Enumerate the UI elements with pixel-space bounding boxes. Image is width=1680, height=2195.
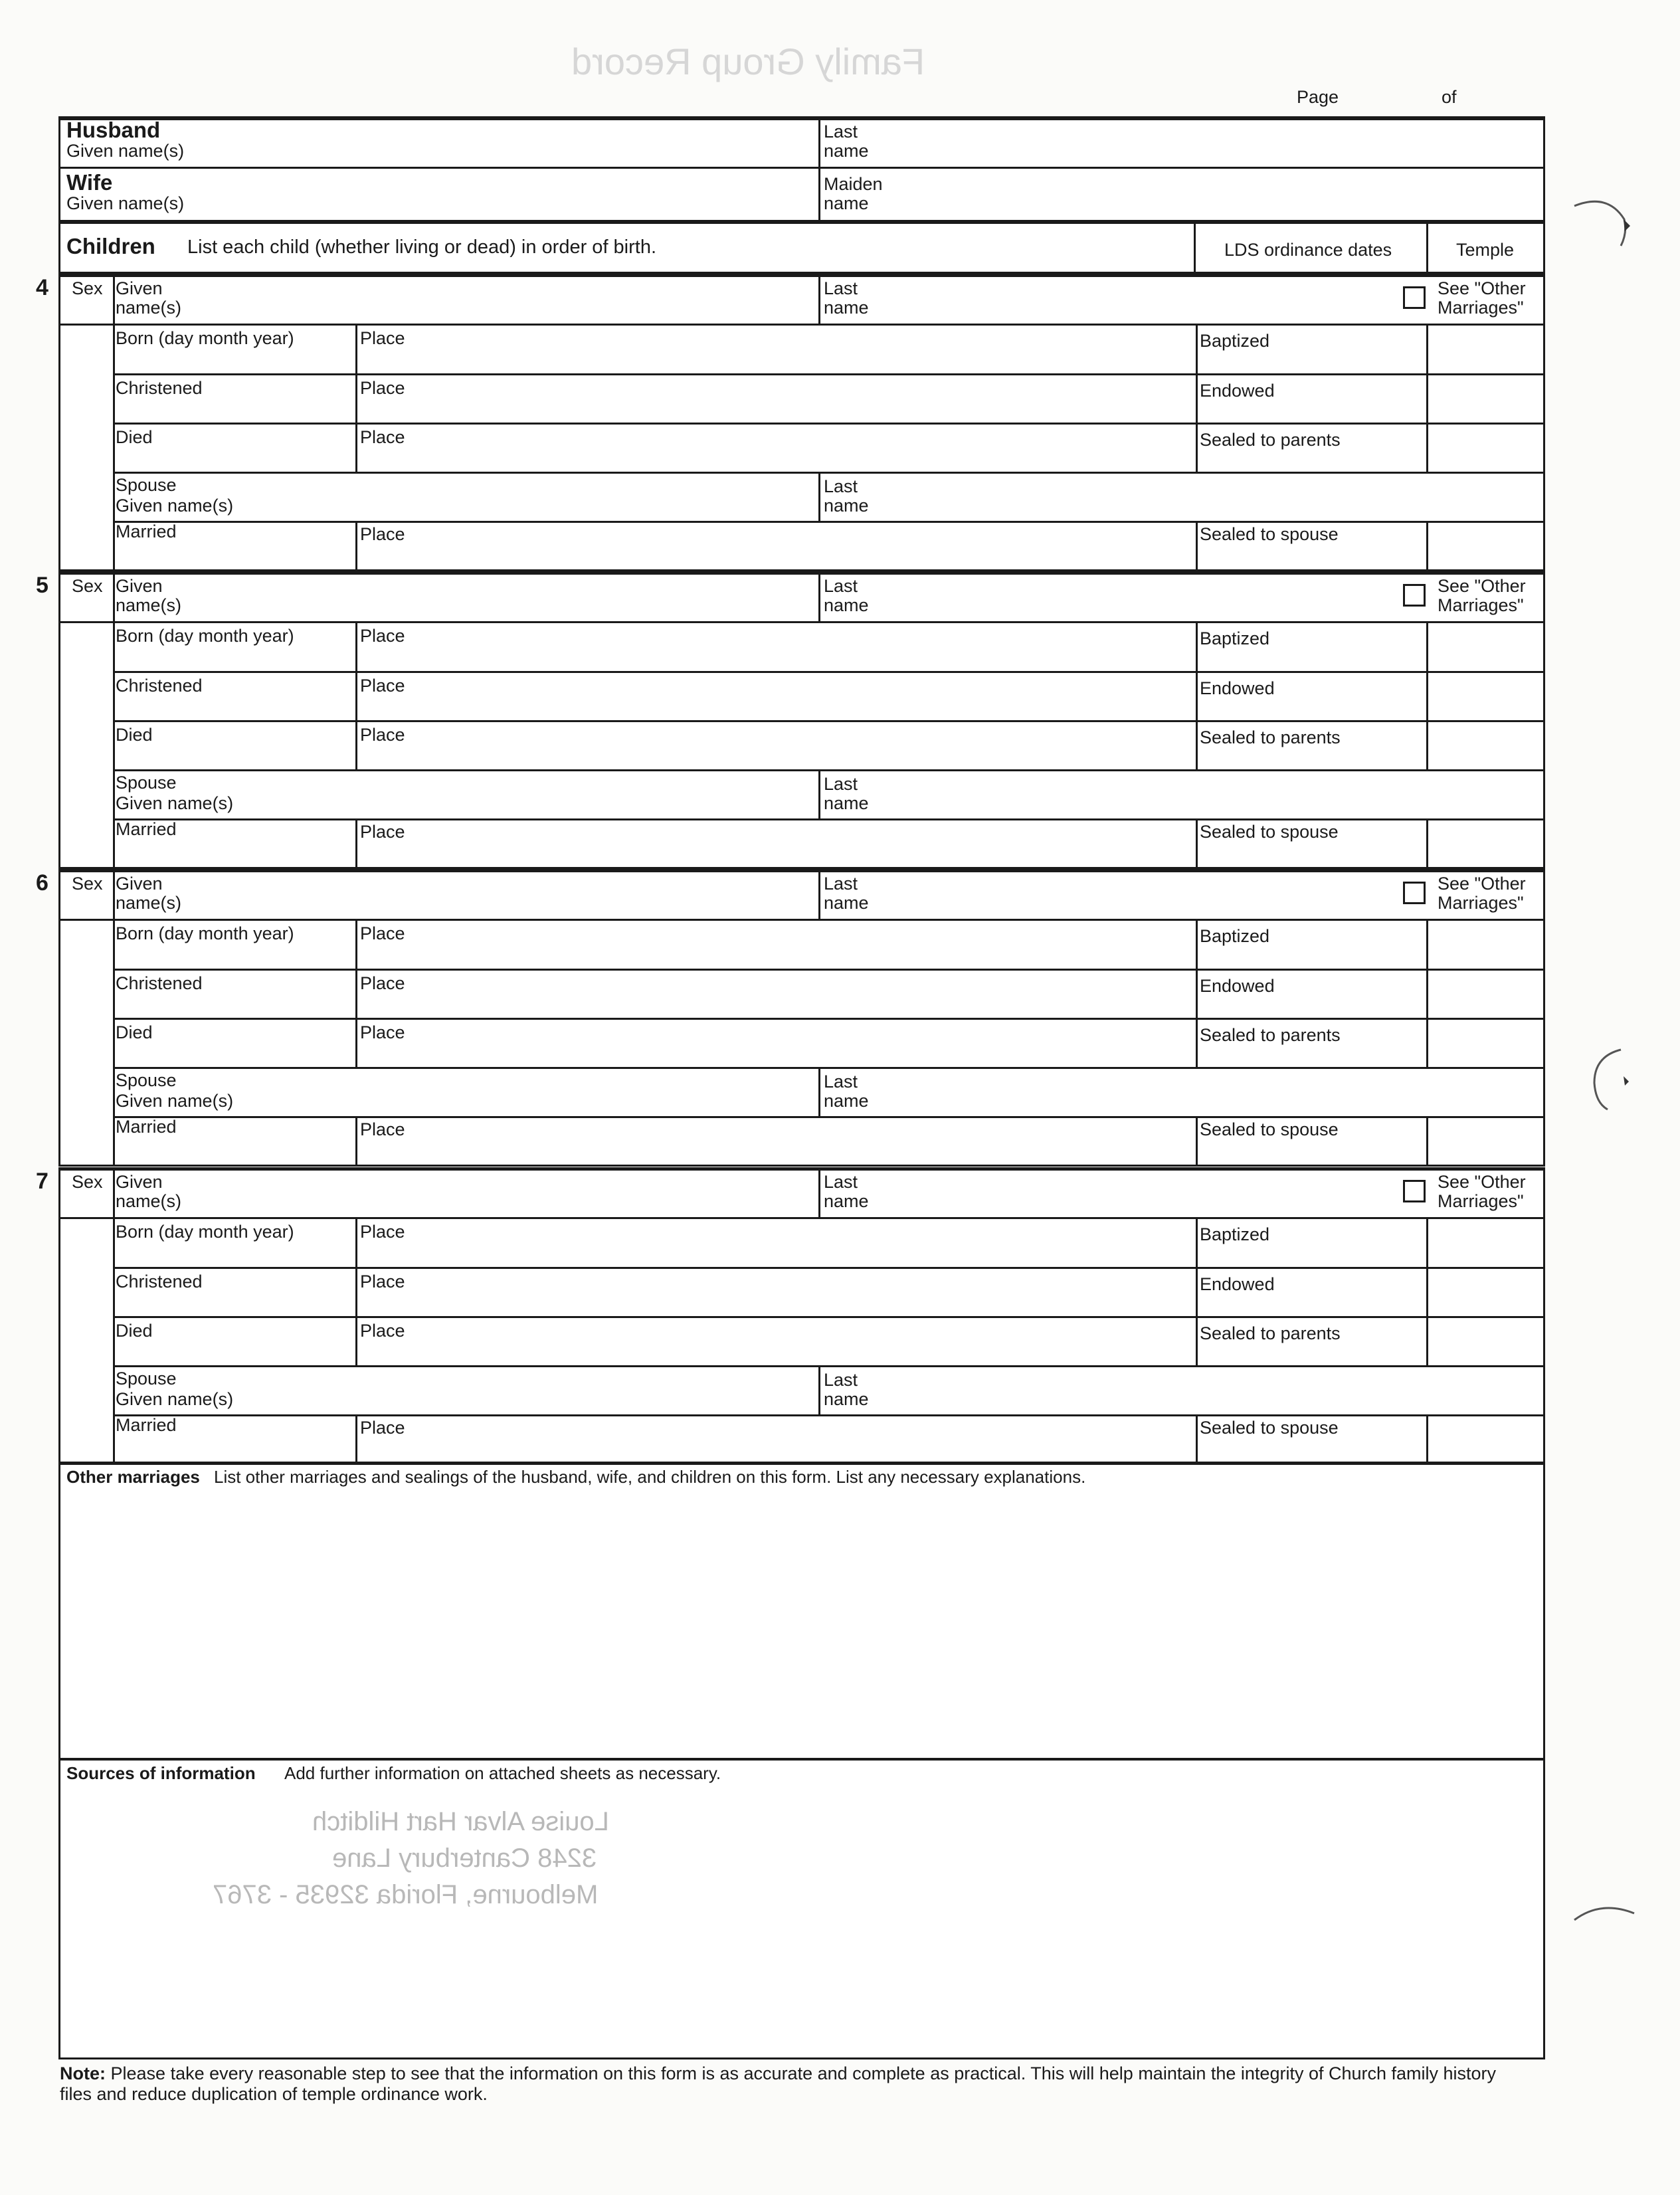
spouse-label: Spouse	[116, 773, 177, 793]
temple-label: Temple	[1456, 240, 1515, 260]
baptized-label: Baptized	[1200, 1224, 1270, 1244]
children-instruction: List each child (whether living or dead) in order of birth.	[187, 237, 657, 258]
died-label: Died	[116, 1321, 153, 1341]
given-name-label-2: name(s)	[116, 298, 182, 318]
spouse-last-label-2: name	[824, 496, 869, 516]
spouse-label: Spouse	[116, 475, 177, 495]
endowed-label: Endowed	[1200, 976, 1275, 996]
place-label: Place	[360, 626, 405, 646]
sex-label: Sex	[72, 278, 103, 298]
given-name-label-2: name(s)	[116, 1191, 182, 1211]
born-label: Born (day month year)	[116, 1222, 294, 1242]
sealed-to-spouse-label: Sealed to spouse	[1200, 1119, 1339, 1139]
spouse-given-label: Given name(s)	[116, 793, 234, 813]
christened-label: Christened	[116, 676, 203, 696]
sources-title: Sources of information	[66, 1763, 256, 1783]
christened-label: Christened	[116, 1272, 203, 1291]
place-label: Place	[360, 973, 405, 993]
endowed-label: Endowed	[1200, 1274, 1275, 1294]
last-name-label: Last	[824, 1172, 858, 1192]
sex-label: Sex	[72, 1172, 103, 1192]
other-marriages-text: List other marriages and sealings of the husband, wife, and children on this form. List any necessary explanations.	[214, 1467, 1086, 1487]
see-other-marriages-label-2: Marriages"	[1438, 1191, 1524, 1211]
baptized-label: Baptized	[1200, 331, 1270, 351]
wife-maiden-label: Maiden	[824, 174, 883, 194]
spouse-given-label: Given name(s)	[116, 1389, 234, 1409]
place-label: Place	[360, 1321, 405, 1341]
husband-given-label: Given name(s)	[66, 141, 185, 161]
given-name-label-2: name(s)	[116, 595, 182, 615]
sources-text: Add further information on attached sheets as necessary.	[284, 1763, 721, 1783]
place-label: Place	[360, 1119, 405, 1139]
husband-last-label-2: name	[824, 141, 869, 161]
last-name-label-2: name	[824, 298, 869, 318]
see-other-marriages-label: See "Other	[1438, 874, 1526, 894]
wife-given-label: Given name(s)	[66, 193, 185, 213]
born-label: Born (day month year)	[116, 923, 294, 943]
bleed-through-line-2: 3248 Canterbury Lane	[332, 1844, 597, 1873]
baptized-label: Baptized	[1200, 926, 1270, 946]
see-other-marriages-label-2: Marriages"	[1438, 595, 1524, 615]
husband-last-label: Last	[824, 122, 858, 142]
punch-hole-top	[1568, 193, 1634, 272]
spouse-label: Spouse	[116, 1070, 177, 1090]
place-label: Place	[360, 1272, 405, 1291]
sex-label: Sex	[72, 874, 103, 894]
place-label: Place	[360, 1222, 405, 1242]
spouse-given-label: Given name(s)	[116, 1091, 234, 1111]
see-other-marriages-checkbox[interactable]	[1403, 584, 1426, 607]
died-label: Died	[116, 1022, 153, 1042]
married-label: Married	[116, 1415, 177, 1435]
child-number: 7	[36, 1169, 48, 1194]
died-label: Died	[116, 427, 153, 447]
place-label: Place	[360, 923, 405, 943]
spouse-label: Spouse	[116, 1369, 177, 1388]
last-name-label: Last	[824, 278, 858, 298]
married-label: Married	[116, 1117, 177, 1137]
bleed-through-line-1: Louise Alvar Hart Hilditch	[312, 1807, 609, 1836]
spouse-last-label: Last	[824, 1072, 858, 1092]
baptized-label: Baptized	[1200, 628, 1270, 648]
see-other-marriages-label-2: Marriages"	[1438, 298, 1524, 318]
spouse-last-label: Last	[824, 1370, 858, 1390]
place-label: Place	[360, 524, 405, 544]
married-label: Married	[116, 522, 177, 541]
spouse-last-label: Last	[824, 774, 858, 794]
lds-ordinance-dates-label: LDS ordinance dates	[1224, 240, 1392, 260]
spouse-last-label-2: name	[824, 793, 869, 813]
last-name-label: Last	[824, 874, 858, 894]
bleed-through-line-3: Melbourne, Florida 32935 - 3767	[213, 1880, 599, 1909]
place-label: Place	[360, 725, 405, 745]
other-marriages-title: Other marriages	[66, 1467, 200, 1487]
endowed-label: Endowed	[1200, 678, 1275, 698]
given-name-label: Given	[116, 874, 163, 894]
see-other-marriages-label-2: Marriages"	[1438, 893, 1524, 913]
page-label: Page	[1297, 87, 1339, 107]
spouse-given-label: Given name(s)	[116, 496, 234, 516]
other-marriages-box[interactable]	[58, 1462, 1545, 2059]
sealed-to-spouse-label: Sealed to spouse	[1200, 822, 1339, 842]
husband-title: Husband	[66, 118, 161, 142]
given-name-label: Given	[116, 1172, 163, 1192]
see-other-marriages-label: See "Other	[1438, 576, 1526, 596]
note-text: Note: Please take every reasonable step to see that the information on this form is as accurate and complete as practical. This will help maintain the integrity of Church family history files and reduce duplication of temple ordinance work.	[60, 2063, 1497, 2104]
wife-title: Wife	[66, 170, 113, 195]
see-other-marriages-checkbox[interactable]	[1403, 1180, 1426, 1202]
see-other-marriages-checkbox[interactable]	[1403, 286, 1426, 309]
place-label: Place	[360, 427, 405, 447]
see-other-marriages-label: See "Other	[1438, 278, 1526, 298]
endowed-label: Endowed	[1200, 381, 1275, 401]
place-label: Place	[360, 1022, 405, 1042]
sealed-to-parents-label: Sealed to parents	[1200, 1025, 1341, 1045]
given-name-label: Given	[116, 278, 163, 298]
child-number: 5	[36, 573, 48, 598]
see-other-marriages-checkbox[interactable]	[1403, 882, 1426, 904]
last-name-label-2: name	[824, 595, 869, 615]
see-other-marriages-label: See "Other	[1438, 1172, 1526, 1192]
wife-maiden-label-2: name	[824, 193, 869, 213]
spouse-last-label-2: name	[824, 1091, 869, 1111]
spouse-last-label: Last	[824, 476, 858, 496]
sealed-to-spouse-label: Sealed to spouse	[1200, 524, 1339, 544]
given-name-label-2: name(s)	[116, 893, 182, 913]
punch-hole-bottom	[1568, 1893, 1641, 1947]
sex-label: Sex	[72, 576, 103, 596]
christened-label: Christened	[116, 378, 203, 398]
punch-hole-middle	[1568, 1043, 1634, 1123]
child-number: 6	[36, 870, 48, 896]
last-name-label-2: name	[824, 1191, 869, 1211]
spouse-last-label-2: name	[824, 1389, 869, 1409]
born-label: Born (day month year)	[116, 626, 294, 646]
born-label: Born (day month year)	[116, 328, 294, 348]
page-of-label: of	[1442, 87, 1457, 107]
place-label: Place	[360, 328, 405, 348]
place-label: Place	[360, 822, 405, 842]
married-label: Married	[116, 819, 177, 839]
place-label: Place	[360, 676, 405, 696]
children-title: Children	[66, 234, 155, 258]
sealed-to-parents-label: Sealed to parents	[1200, 430, 1341, 450]
last-name-label: Last	[824, 576, 858, 596]
child-number: 4	[36, 275, 48, 300]
died-label: Died	[116, 725, 153, 745]
last-name-label-2: name	[824, 893, 869, 913]
bleed-through-title: Family Group Record	[571, 41, 925, 82]
sealed-to-spouse-label: Sealed to spouse	[1200, 1418, 1339, 1438]
sealed-to-parents-label: Sealed to parents	[1200, 1323, 1341, 1343]
given-name-label: Given	[116, 576, 163, 596]
christened-label: Christened	[116, 973, 203, 993]
sealed-to-parents-label: Sealed to parents	[1200, 727, 1341, 747]
place-label: Place	[360, 378, 405, 398]
place-label: Place	[360, 1418, 405, 1438]
